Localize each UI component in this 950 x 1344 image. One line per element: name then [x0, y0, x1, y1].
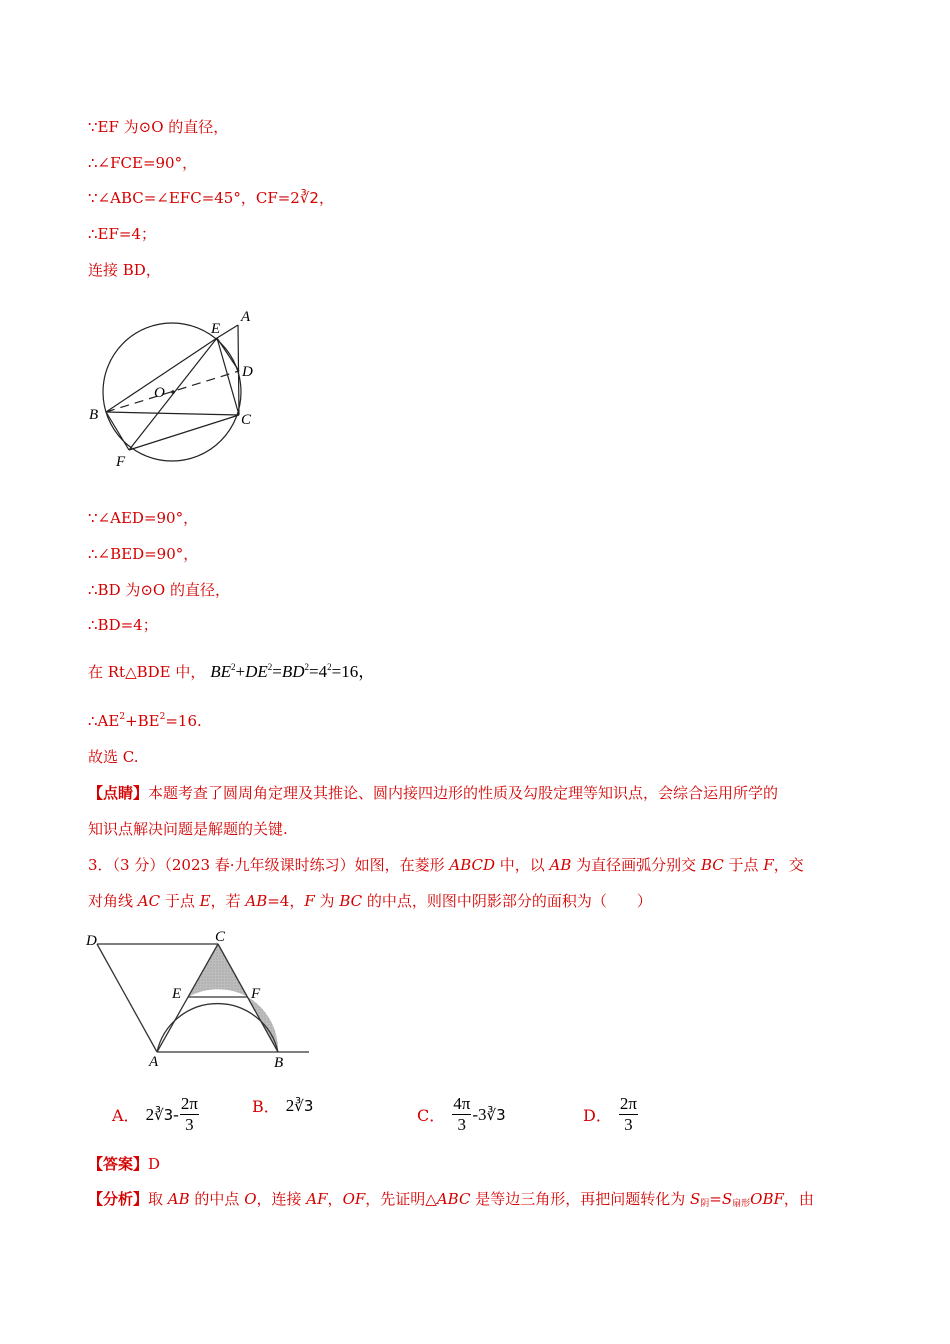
label-d: D — [86, 933, 97, 949]
analysis-tag: 【分析】 — [88, 1190, 149, 1208]
line-text: ， — [318, 189, 334, 207]
question-number: 3． — [88, 856, 113, 874]
rhombus-figure — [84, 928, 319, 1068]
line-text: ∵∠ABC=∠EFC=45°，CF=2 — [88, 189, 300, 207]
label-c: C — [241, 412, 252, 428]
label-f: F — [116, 454, 126, 470]
line-fce-90: ∴∠FCE=90°， — [88, 154, 198, 172]
line-ae-be-16: $\therefore AE^2+BE^2=16$. — [88, 712, 202, 730]
question-3-line-1: 3．（3 分）（2023 春·九年级课时练习）如图，在菱形 ABCD 中，以 AB 为直径画弧分别交 BC 于点 F，交 — [88, 856, 804, 874]
answer-line — [88, 1154, 160, 1174]
side-cb — [218, 944, 278, 1052]
line-aed-90: ∵∠AED=90°， — [88, 509, 199, 527]
label-a: A — [149, 1054, 159, 1068]
cube-root: ∛2 — [299, 189, 319, 207]
label-e: E — [211, 321, 221, 337]
label-e: E — [172, 986, 182, 1002]
center-o-dot — [171, 390, 175, 394]
line-abc-efc — [88, 188, 334, 208]
answer-value: D — [148, 1155, 161, 1173]
line-connect-bd: 连接 BD， — [88, 261, 161, 279]
question-score: （3 分） — [112, 856, 165, 874]
line-pythagoras — [88, 662, 375, 682]
segment-fc — [129, 415, 239, 450]
question-source: （2023 春·九年级课时练习） — [164, 856, 355, 874]
line-bed-90: ∴∠BED=90°， — [88, 545, 199, 563]
segment-ec — [217, 338, 239, 415]
option-b[interactable]: B． 2 ∛3 — [252, 1095, 314, 1116]
shaded-triangle — [188, 943, 248, 997]
line-ef-diameter: ∵EF 为⊙O 的直径， — [88, 118, 229, 136]
option-a[interactable]: A． 2 ∛3 - $\frac{2\pi}{3}$ — [112, 1094, 198, 1134]
answer-tag: 【答案】 — [88, 1155, 149, 1173]
segment-bc — [106, 412, 239, 415]
side-da — [97, 944, 157, 1052]
label-o: O — [154, 385, 165, 401]
label-f: F — [251, 986, 261, 1002]
comment-line-2: 知识点解决问题是解题的关键. — [88, 820, 288, 838]
diagonal-ac — [157, 944, 218, 1052]
label-a: A — [241, 309, 251, 325]
option-d[interactable]: D． $\frac{2\pi}{3}$ — [583, 1094, 637, 1134]
label-c: C — [215, 929, 226, 945]
circle-figure — [84, 304, 274, 476]
line-bd-diameter: ∴BD 为⊙O 的直径， — [88, 581, 230, 599]
question-3-line-2: 对角线 AC 于点 E，若 AB=4，F 为 BC 的中点，则图中阴影部分的面积为（ ） — [88, 892, 652, 910]
line-choose-c: 故选 C. — [88, 748, 139, 766]
line-text: 在 Rt△BDE 中， — [88, 663, 206, 681]
comment-line-1: 【点睛】本题考查了圆周角定理及其推论、圆内接四边形的性质及勾股定理等知识点，会综合运用所学的 — [88, 784, 779, 802]
label-b: B — [274, 1055, 284, 1068]
option-c[interactable]: C． $\frac{4\pi}{3}$ -3 ∛3 — [417, 1094, 506, 1134]
analysis-line: 【分析】取 AB 的中点 O，连接 AF，OF，先证明△ABC 是等边三角形，再把问题转化为 $S_阴=S_{扇形}OBF$，由 — [88, 1190, 814, 1209]
pythagoras-formula: $BE^2+DE^2=BD^2=4^2=16$， — [210, 662, 376, 681]
line-ef-4: ∴EF=4； — [88, 225, 157, 243]
segment-ed — [217, 338, 239, 371]
segment-fe — [129, 338, 217, 450]
segment-bf — [106, 412, 129, 450]
label-d: D — [242, 364, 253, 380]
label-b: B — [89, 407, 99, 423]
comment-tag: 【点睛】 — [88, 784, 149, 802]
line-bd-4: ∴BD=4； — [88, 616, 158, 634]
